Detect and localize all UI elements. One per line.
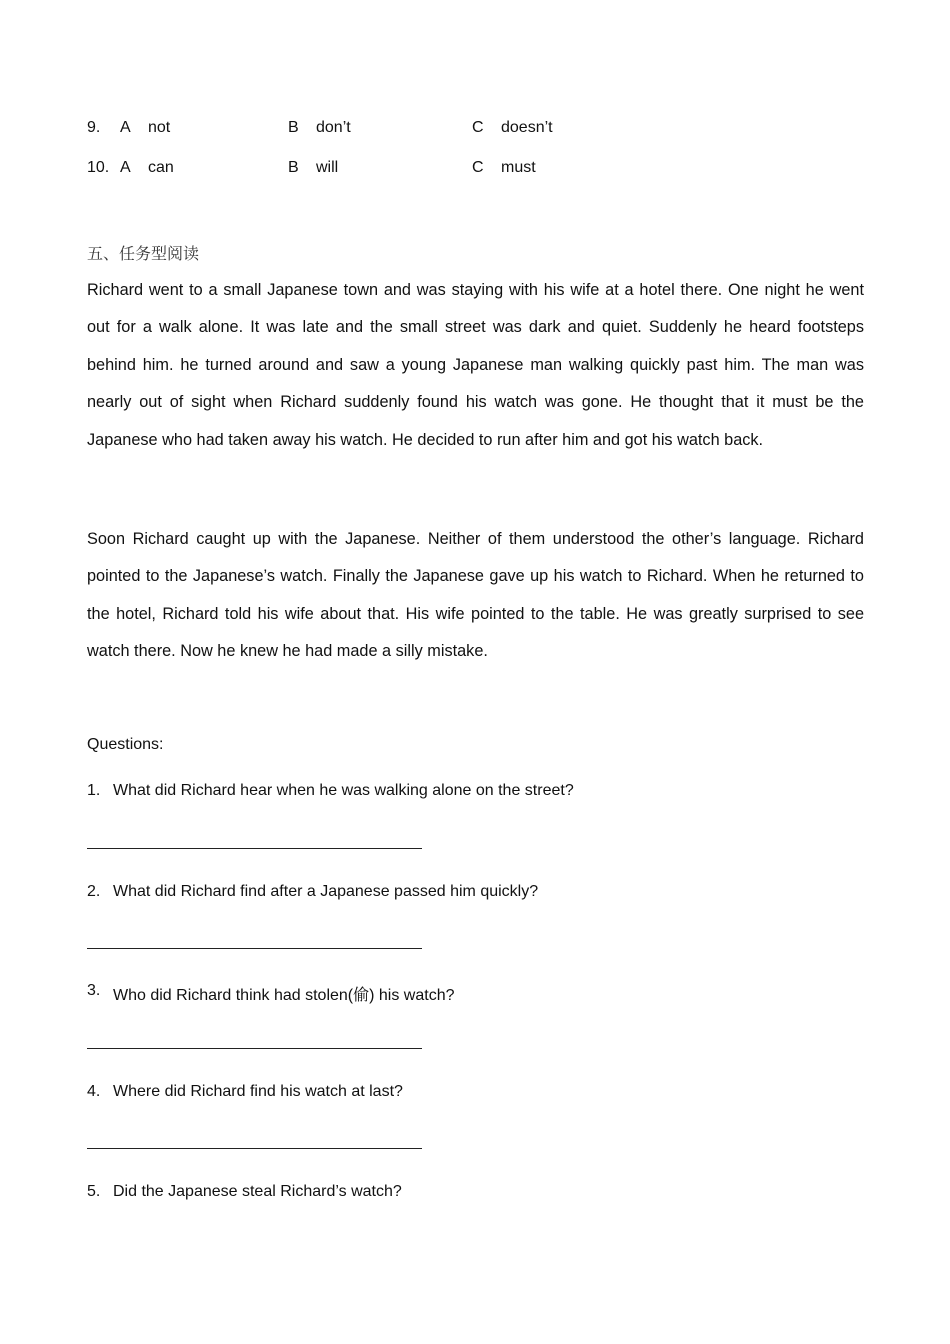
passage-paragraph-1: Richard went to a small Japanese town and was staying with his wife at a hotel there. One night he went out for a walk alone. It was late and the small street was dark and quiet. Suddenly he heard footsteps behind him. he turned around and saw a young Japanese man walking quickly past him. The man was nearly out of sight when Richard suddenly found his watch was gone. He thought that it must be the Japanese who had taken away his watch. He decided to run after him and got his watch back. [87, 281, 864, 449]
question-text: Where did Richard find his watch at last? [113, 1083, 403, 1100]
option-c-letter: C [472, 119, 484, 136]
option-b-text: will [316, 159, 339, 176]
question-text: What did Richard hear when he was walking alone on the street? [113, 782, 574, 799]
option-b-letter: B [288, 159, 299, 176]
option-a-letter: A [120, 159, 131, 176]
question-number: 2. [87, 883, 101, 900]
option-a-letter: A [120, 119, 131, 136]
question-number: 1. [87, 782, 101, 799]
option-a-text: not [148, 119, 171, 136]
question-number: 4. [87, 1083, 101, 1100]
choice-row-9 [0, 119, 950, 143]
choice-number: 9. [87, 119, 101, 136]
answer-line-4[interactable] [87, 1148, 422, 1149]
option-b-text: don’t [316, 119, 351, 136]
option-a-text: can [148, 159, 174, 176]
option-c-text: doesn’t [501, 119, 553, 136]
option-c-text: must [501, 159, 536, 176]
choice-row-10 [0, 159, 950, 183]
option-b-letter: B [288, 119, 299, 136]
question-text: What did Richard find after a Japanese passed him quickly? [113, 883, 539, 900]
choice-number: 10. [87, 159, 110, 176]
question-number: 3. [87, 982, 101, 999]
option-c-letter: C [472, 159, 484, 176]
answer-line-3[interactable] [87, 1048, 422, 1049]
answer-line-1[interactable] [87, 848, 422, 849]
question-text: Did the Japanese steal Richard’s watch? [113, 1183, 402, 1200]
section-title: 五、任务型阅读 [87, 244, 200, 263]
question-text: Who did Richard think had stolen(偷) his watch? [113, 987, 455, 1004]
passage-paragraph-2: Soon Richard caught up with the Japanese. Neither of them understood the other’s language. Richard pointed to the Japanese’s watch. Finally the Japanese gave up his watch to Richard. When he returned to the hotel, Richard told his wife about that. His wife pointed to the table. He was greatly surprised to see watch there. Now he knew he had made a silly mistake. [87, 530, 864, 661]
questions-heading: Questions: [87, 736, 164, 753]
question-number: 5. [87, 1183, 101, 1200]
answer-line-2[interactable] [87, 948, 422, 949]
